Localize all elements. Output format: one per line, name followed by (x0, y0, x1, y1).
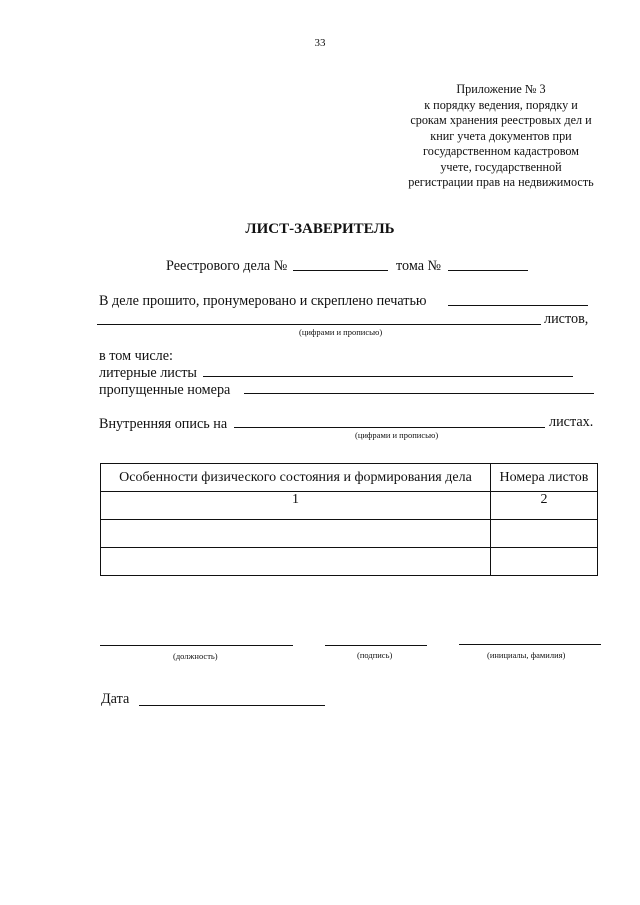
signature-field[interactable] (325, 645, 427, 646)
letter-sheets-field[interactable] (203, 376, 573, 377)
column-number-cell: 2 (490, 492, 597, 520)
appendix-line: учете, государственной (440, 159, 562, 174)
sheet-numbers-cell[interactable] (490, 548, 597, 576)
appendix-line: Приложение № 3 (456, 82, 546, 96)
page-number: 33 (314, 37, 326, 49)
stitched-hint: (цифрами и прописью) (299, 327, 383, 337)
features-cell[interactable] (101, 520, 491, 548)
position-field[interactable] (100, 645, 293, 646)
missing-numbers-label: пропущенные номера (99, 382, 231, 398)
stitched-words-field[interactable] (97, 324, 541, 325)
table-row (101, 520, 598, 548)
name-hint: (инициалы, фамилия) (487, 650, 566, 660)
stitched-sheets-suffix: листов, (544, 311, 589, 327)
sheet-numbers-cell[interactable] (490, 520, 597, 548)
stitched-label: В деле прошито, пронумеровано и скреплено печатью (99, 293, 427, 309)
inventory-hint: (цифрами и прописью) (355, 430, 439, 440)
case-number-field[interactable] (293, 270, 388, 271)
letter-sheets-label: литерные листы (99, 365, 197, 381)
table-row (101, 548, 598, 576)
column-number-cell: 1 (101, 492, 491, 520)
including-label: в том числе: (99, 348, 173, 364)
appendix-note (385, 82, 617, 191)
appendix-line: книг учета документов при (430, 128, 572, 143)
table-header-row (101, 464, 598, 492)
appendix-line: регистрации прав на недвижимость (408, 175, 594, 189)
sheet-numbers-column-header: Номера листов (490, 464, 597, 492)
missing-numbers-field[interactable] (244, 393, 594, 394)
document-title: ЛИСТ-ЗАВЕРИТЕЛЬ (245, 221, 395, 237)
case-features-table (100, 463, 598, 576)
case-number-label: Реестрового дела № (166, 258, 288, 274)
name-field[interactable] (459, 644, 601, 645)
stitched-count-field[interactable] (448, 305, 588, 306)
features-cell[interactable] (101, 548, 491, 576)
appendix-line: государственном кадастровом (423, 144, 579, 158)
appendix-line: срокам хранения реестровых дел и (410, 113, 592, 127)
appendix-line: к порядку ведения, порядку и (424, 97, 578, 112)
features-column-header: Особенности физического состояния и формирования дела (101, 464, 491, 492)
table-numbering-row (101, 492, 598, 520)
inventory-count-field[interactable] (234, 427, 545, 428)
volume-number-label: тома № (396, 258, 442, 274)
position-hint: (должность) (173, 651, 218, 661)
date-label: Дата (101, 691, 130, 707)
signature-hint: (подпись) (357, 650, 393, 660)
inventory-label: Внутренняя опись на (99, 416, 228, 432)
volume-number-field[interactable] (448, 270, 528, 271)
inventory-sheets-suffix: листах. (549, 414, 594, 430)
date-field[interactable] (139, 705, 325, 706)
